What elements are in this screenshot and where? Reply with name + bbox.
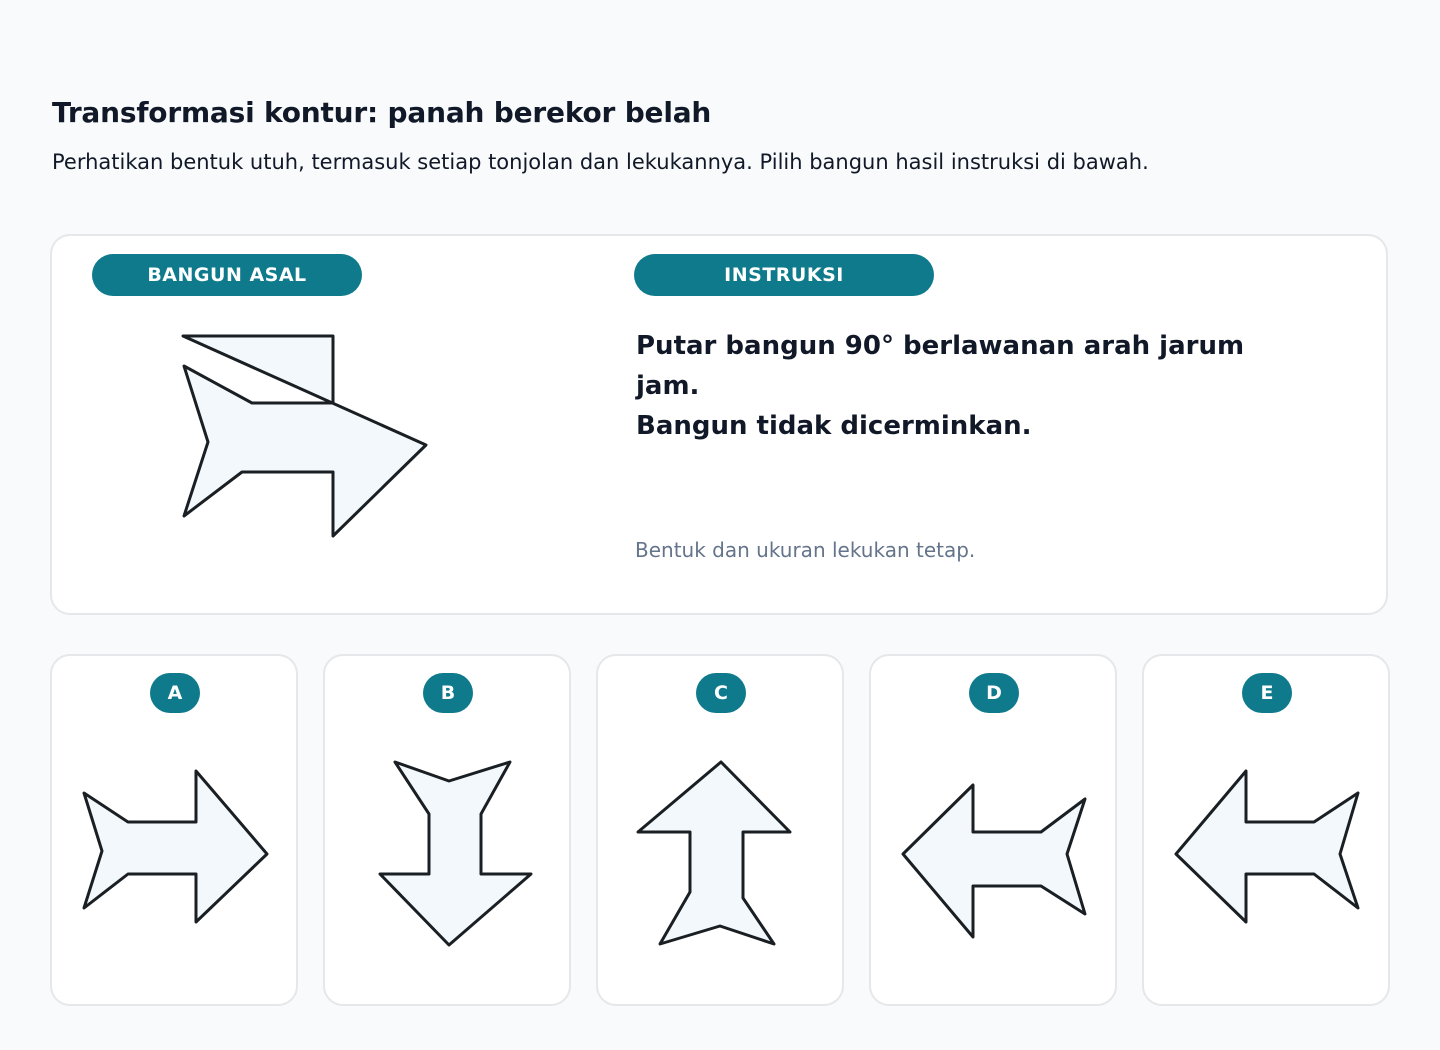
- option-d-shape: [871, 656, 1119, 1008]
- option-c[interactable]: [596, 654, 844, 1006]
- option-badge: C: [696, 673, 746, 713]
- option-b[interactable]: [323, 654, 571, 1006]
- question-card: [50, 234, 1388, 615]
- source-shape: [52, 236, 612, 616]
- option-badge: B: [423, 673, 473, 713]
- option-b-shape: [325, 656, 573, 1008]
- instruction-line-2: Bangun tidak dicerminkan.: [636, 411, 1032, 441]
- option-c-shape: [598, 656, 846, 1008]
- option-e-shape: [1144, 656, 1392, 1008]
- option-a-shape: [52, 656, 300, 1008]
- source-arrow-shape: [183, 336, 426, 536]
- page-title: Transformasi kontur: panah berekor belah: [52, 96, 712, 129]
- instruction-text: [636, 326, 1316, 446]
- instruction-label-pill: INSTRUKSI: [634, 254, 934, 296]
- option-badge: D: [969, 673, 1019, 713]
- instruction-note: Bentuk dan ukuran lekukan tetap.: [635, 538, 976, 562]
- instruction-line-1: Putar bangun 90° berlawanan arah jarum jam.: [636, 331, 1245, 401]
- page-subtitle: Perhatikan bentuk utuh, termasuk setiap tonjolan dan lekukannya. Pilih bangun hasil instruksi di bawah.: [52, 150, 1149, 174]
- option-e[interactable]: [1142, 654, 1390, 1006]
- option-badge: A: [150, 673, 200, 713]
- option-a[interactable]: [50, 654, 298, 1006]
- source-label-pill: BANGUN ASAL: [92, 254, 362, 296]
- option-badge: E: [1242, 673, 1292, 713]
- option-d[interactable]: [869, 654, 1117, 1006]
